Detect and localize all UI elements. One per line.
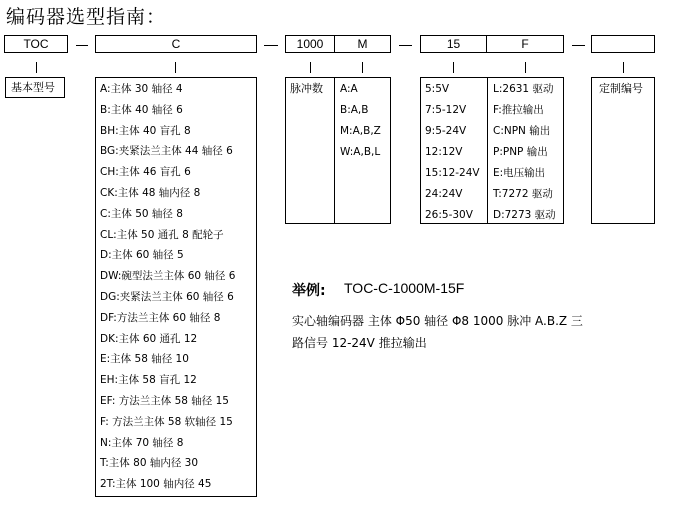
pulse-divider bbox=[334, 78, 335, 224]
list-item: M:A,B,Z bbox=[340, 125, 381, 137]
page-title: 编码器选型指南： bbox=[6, 6, 167, 28]
list-item: DG:夹紧法兰主体 60 轴径 6 bbox=[100, 291, 234, 303]
list-item: CH:主体 46 盲孔 6 bbox=[100, 166, 191, 179]
segment-output: F bbox=[486, 35, 564, 53]
segment-voltage: 15 bbox=[420, 35, 487, 53]
list-item: CL:主体 50 通孔 8 配轮子 bbox=[100, 228, 224, 241]
list-item: F: 方法兰主体 58 软轴径 15 bbox=[100, 415, 233, 428]
list-item: DK:主体 60 通孔 12 bbox=[100, 332, 198, 345]
list-item: C:主体 50 轴径 8 bbox=[100, 207, 183, 220]
base-model-label: 基本型号 bbox=[11, 81, 55, 94]
list-item: A:A bbox=[340, 83, 358, 95]
list-item: T:7272 驱动 bbox=[493, 188, 553, 200]
list-item: N:主体 70 轴径 8 bbox=[100, 436, 184, 449]
separator-dash bbox=[572, 45, 585, 46]
list-item: T:主体 80 轴内径 30 bbox=[100, 457, 199, 470]
pulse-label: 脉冲数 bbox=[290, 82, 323, 95]
list-item: E:主体 58 轴径 10 bbox=[100, 353, 189, 366]
list-item: D:7273 驱动 bbox=[493, 209, 556, 221]
list-item: P:PNP 输出 bbox=[493, 146, 548, 158]
connector-tick bbox=[175, 62, 176, 73]
example-label: 举例: bbox=[292, 283, 326, 299]
segment-custom bbox=[591, 35, 655, 53]
list-item: B:A,B bbox=[340, 104, 369, 116]
custom-code-box bbox=[591, 77, 655, 224]
example-line-2: 路信号 12-24V 推拉输出 bbox=[292, 336, 427, 350]
list-item: C:NPN 输出 bbox=[493, 125, 551, 137]
list-item: 12:12V bbox=[425, 146, 463, 158]
list-item: 15:12-24V bbox=[425, 167, 480, 179]
connector-tick bbox=[310, 62, 311, 73]
segment-body: C bbox=[95, 35, 257, 53]
connector-tick bbox=[36, 62, 37, 73]
list-item: F:推拉输出 bbox=[493, 104, 544, 116]
body-type-list bbox=[95, 77, 257, 497]
voltage-divider bbox=[487, 78, 488, 224]
list-item: 7:5-12V bbox=[425, 104, 467, 116]
separator-dash bbox=[264, 45, 278, 46]
list-item: 5:5V bbox=[425, 83, 450, 95]
connector-tick bbox=[623, 62, 624, 73]
list-item: B:主体 40 轴径 6 bbox=[100, 103, 183, 116]
segment-phase: M bbox=[334, 35, 391, 53]
connector-tick bbox=[362, 62, 363, 73]
custom-code-label: 定制编号 bbox=[599, 82, 643, 95]
list-item: 24:24V bbox=[425, 188, 463, 200]
segment-pulse: 1000 bbox=[285, 35, 335, 53]
list-item: 9:5-24V bbox=[425, 125, 467, 137]
list-item: A:主体 30 轴径 4 bbox=[100, 83, 183, 95]
separator-dash bbox=[76, 45, 88, 46]
base-model-box bbox=[5, 77, 65, 98]
list-item: L:2631 驱动 bbox=[493, 83, 554, 95]
connector-tick bbox=[453, 62, 454, 73]
list-item: W:A,B,L bbox=[340, 146, 381, 158]
connector-tick bbox=[525, 62, 526, 73]
list-item: D:主体 60 轴径 5 bbox=[100, 249, 184, 262]
pulse-box bbox=[285, 77, 391, 224]
example-code: TOC-C-1000M-15F bbox=[344, 280, 465, 296]
list-item: DF:方法兰主体 60 轴径 8 bbox=[100, 311, 221, 324]
example-description bbox=[292, 310, 622, 354]
list-item: 2T:主体 100 轴内径 45 bbox=[100, 478, 212, 491]
list-item: 26:5-30V bbox=[425, 209, 473, 221]
list-item: DW:碗型法兰主体 60 轴径 6 bbox=[100, 270, 236, 283]
list-item: EH:主体 58 盲孔 12 bbox=[100, 374, 197, 387]
segment-model: TOC bbox=[4, 35, 68, 53]
example-line-1: 实心轴编码器 主体 Φ50 轴径 Φ8 1000 脉冲 A.B.Z 三 bbox=[292, 314, 583, 328]
list-item: CK:主体 48 轴内径 8 bbox=[100, 187, 201, 199]
list-item: EF: 方法兰主体 58 轴径 15 bbox=[100, 395, 229, 407]
list-item: BG:夹紧法兰主体 44 轴径 6 bbox=[100, 145, 233, 158]
power-output-box bbox=[420, 77, 564, 224]
separator-dash bbox=[399, 45, 412, 46]
list-item: E:电压输出 bbox=[493, 167, 546, 179]
list-item: BH:主体 40 盲孔 8 bbox=[100, 124, 191, 137]
